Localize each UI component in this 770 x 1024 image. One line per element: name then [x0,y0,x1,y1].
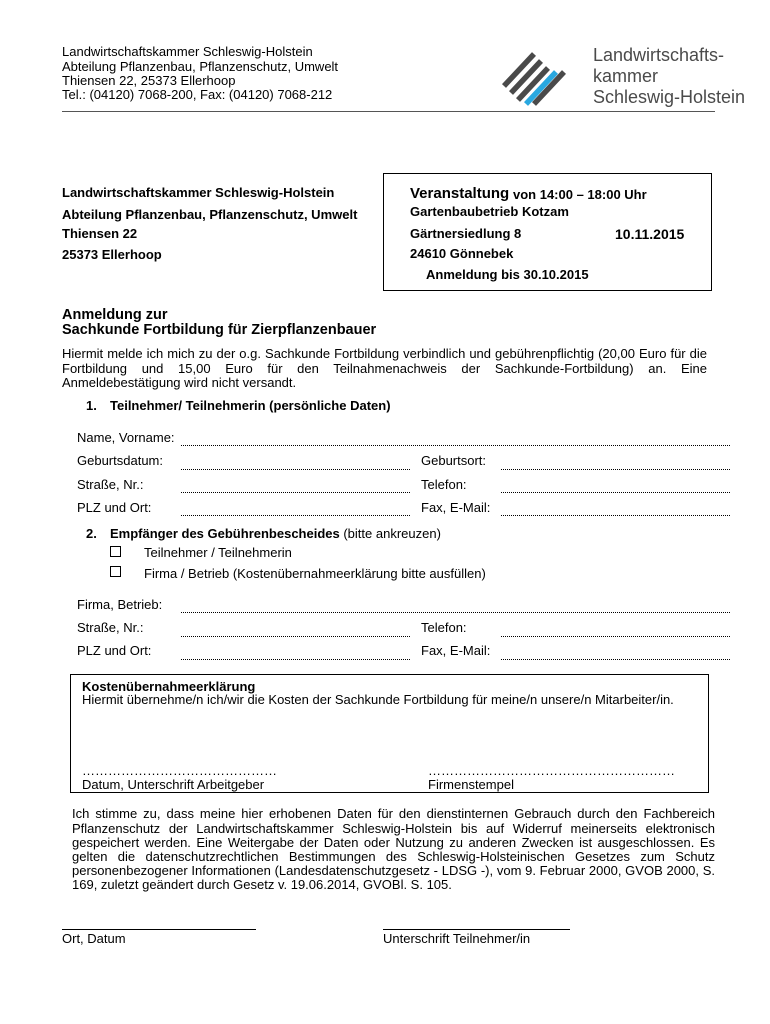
address-line-1: Landwirtschaftskammer Schleswig-Holstein [62,185,335,200]
label-company-phone: Telefon: [421,620,467,635]
label-company-zip-city: PLZ und Ort: [77,643,152,658]
section-1-number: 1. [86,398,97,413]
input-line-company-zip-city[interactable] [181,659,410,660]
cost-acceptance-text: Hiermit übernehme/n ich/wir die Kosten der Sachkunde Fortbildung für meine/n unsere/n Mitarbeiter/in. [82,692,674,707]
event-street: Gärtnersiedlung 8 [410,226,522,241]
letterhead-line-1: Landwirtschaftskammer Schleswig-Holstein [62,44,313,59]
label-company-street: Straße, Nr.: [77,620,144,635]
input-line-name[interactable] [181,445,730,446]
checkbox-participant[interactable] [110,546,121,557]
logo-text-line-3: Schleswig-Holstein [593,87,746,107]
participant-signature-label: Unterschrift Teilnehmer/in [383,931,531,946]
section-1-title: Teilnehmer/ Teilnehmerin (persönliche Daten) [110,398,391,413]
event-title: Veranstaltung [410,185,510,202]
option-participant-label: Teilnehmer / Teilnehmerin [144,545,292,560]
event-city: 24610 Gönnebek [410,246,514,261]
intro-line-2: Fortbildung und 15,00 Euro für den Teilnahmenachweis der Sachkunde-Fortbildung) an. Eine [62,361,707,376]
consent-line-4: gelten die datenschutzrechtlichen Bestimmungen des Schleswig-Holsteinischen Gesetzes zum Schutz [72,849,715,864]
logo-text-line-1: Landwirtschafts- [593,45,725,65]
label-birthplace: Geburtsort: [421,453,487,468]
intro-line-3: Anmeldebestätigung wird nicht versandt. [62,375,297,390]
company-stamp-line[interactable]: ………………………………………………… [428,763,675,778]
label-company-fax-email: Fax, E-Mail: [421,643,491,658]
participant-signature-line[interactable] [383,929,570,930]
consent-line-5: personenbezogener Informationen (Landesdatenschutzgesetz - LDSG -), vom 9. Februar 2000, GVOB 2000, S. [72,863,715,878]
intro-line-1: Hiermit melde ich mich zu der o.g. Sachkunde Fortbildung verbindlich und gebührenpflichtig (20,00 Euro für die [62,346,707,361]
consent-line-1: Ich stimme zu, dass meine hier erhobenen Daten für den dienstinternen Gebrauch durch den Fachbereich [72,806,715,821]
employer-signature-label: Datum, Unterschrift Arbeitgeber [82,777,265,792]
label-company: Firma, Betrieb: [77,597,163,612]
input-line-birthdate[interactable] [181,469,410,470]
event-date: 10.11.2015 [615,226,685,242]
header-divider [62,111,715,112]
input-line-phone[interactable] [501,492,730,493]
label-fax-email: Fax, E-Mail: [421,500,491,515]
employer-signature-line[interactable]: ……………………………………… [82,763,277,778]
logo-text-line-2: kammer [593,66,659,86]
registration-deadline: Anmeldung bis 30.10.2015 [426,267,589,282]
consent-line-6: 169, zuletzt geändert durch Gesetz v. 19.06.2014, GVOBl. S. 105. [72,877,452,892]
address-line-2: Abteilung Pflanzenbau, Pflanzenschutz, Umwelt [62,207,358,222]
input-line-fax-email[interactable] [501,515,730,516]
input-line-company-street[interactable] [181,636,410,637]
section-2-title-bold: Empfänger des Gebührenbescheides [110,526,340,541]
event-place: Gartenbaubetrieb Kotzam [410,204,569,219]
input-line-birthplace[interactable] [501,469,730,470]
address-line-3: Thiensen 22 [62,226,138,241]
company-stamp-label: Firmenstempel [428,777,514,792]
label-birthdate: Geburtsdatum: [77,453,163,468]
address-line-4: 25373 Ellerhoop [62,247,162,262]
place-date-line[interactable] [62,929,256,930]
input-line-street[interactable] [181,492,410,493]
section-2-title [110,526,441,541]
letterhead-line-3: Thiensen 22, 25373 Ellerhoop [62,73,236,88]
input-line-company-phone[interactable] [501,636,730,637]
option-company-label: Firma / Betrieb (Kostenübernahmeerklärung bitte ausfüllen) [144,566,486,581]
section-2-title-note: (bitte ankreuzen) [339,526,441,541]
checkbox-company[interactable] [110,566,121,577]
input-line-zip-city[interactable] [181,515,410,516]
form-title-line-2: Sachkunde Fortbildung für Zierpflanzenbauer [62,322,377,338]
input-line-company[interactable] [181,612,730,613]
chamber-logo-icon [500,46,572,106]
cost-acceptance-title: Kostenübernahmeerklärung [82,679,256,694]
label-phone: Telefon: [421,477,467,492]
label-zip-city: PLZ und Ort: [77,500,152,515]
form-title-line-1: Anmeldung zur [62,307,168,323]
label-street: Straße, Nr.: [77,477,144,492]
event-time: von 14:00 – 18:00 Uhr [513,187,647,202]
letterhead-line-2: Abteilung Pflanzenbau, Pflanzenschutz, Umwelt [62,59,339,74]
label-name: Name, Vorname: [77,430,175,445]
section-2-number: 2. [86,526,97,541]
place-date-label: Ort, Datum [62,931,126,946]
consent-line-2: Pflanzenschutz der Landwirtschaftskammer Schleswig-Holstein bis auf Widerruf meinerseits elektronisch [72,821,715,836]
letterhead-line-4: Tel.: (04120) 7068-200, Fax: (04120) 7068-212 [62,87,333,102]
consent-line-3: gespeichert werden. Eine Weitergabe der Daten oder Nutzung zu anderen Zwecken ist ausgeschlossen. Es [72,835,715,850]
input-line-company-fax-email[interactable] [501,659,730,660]
